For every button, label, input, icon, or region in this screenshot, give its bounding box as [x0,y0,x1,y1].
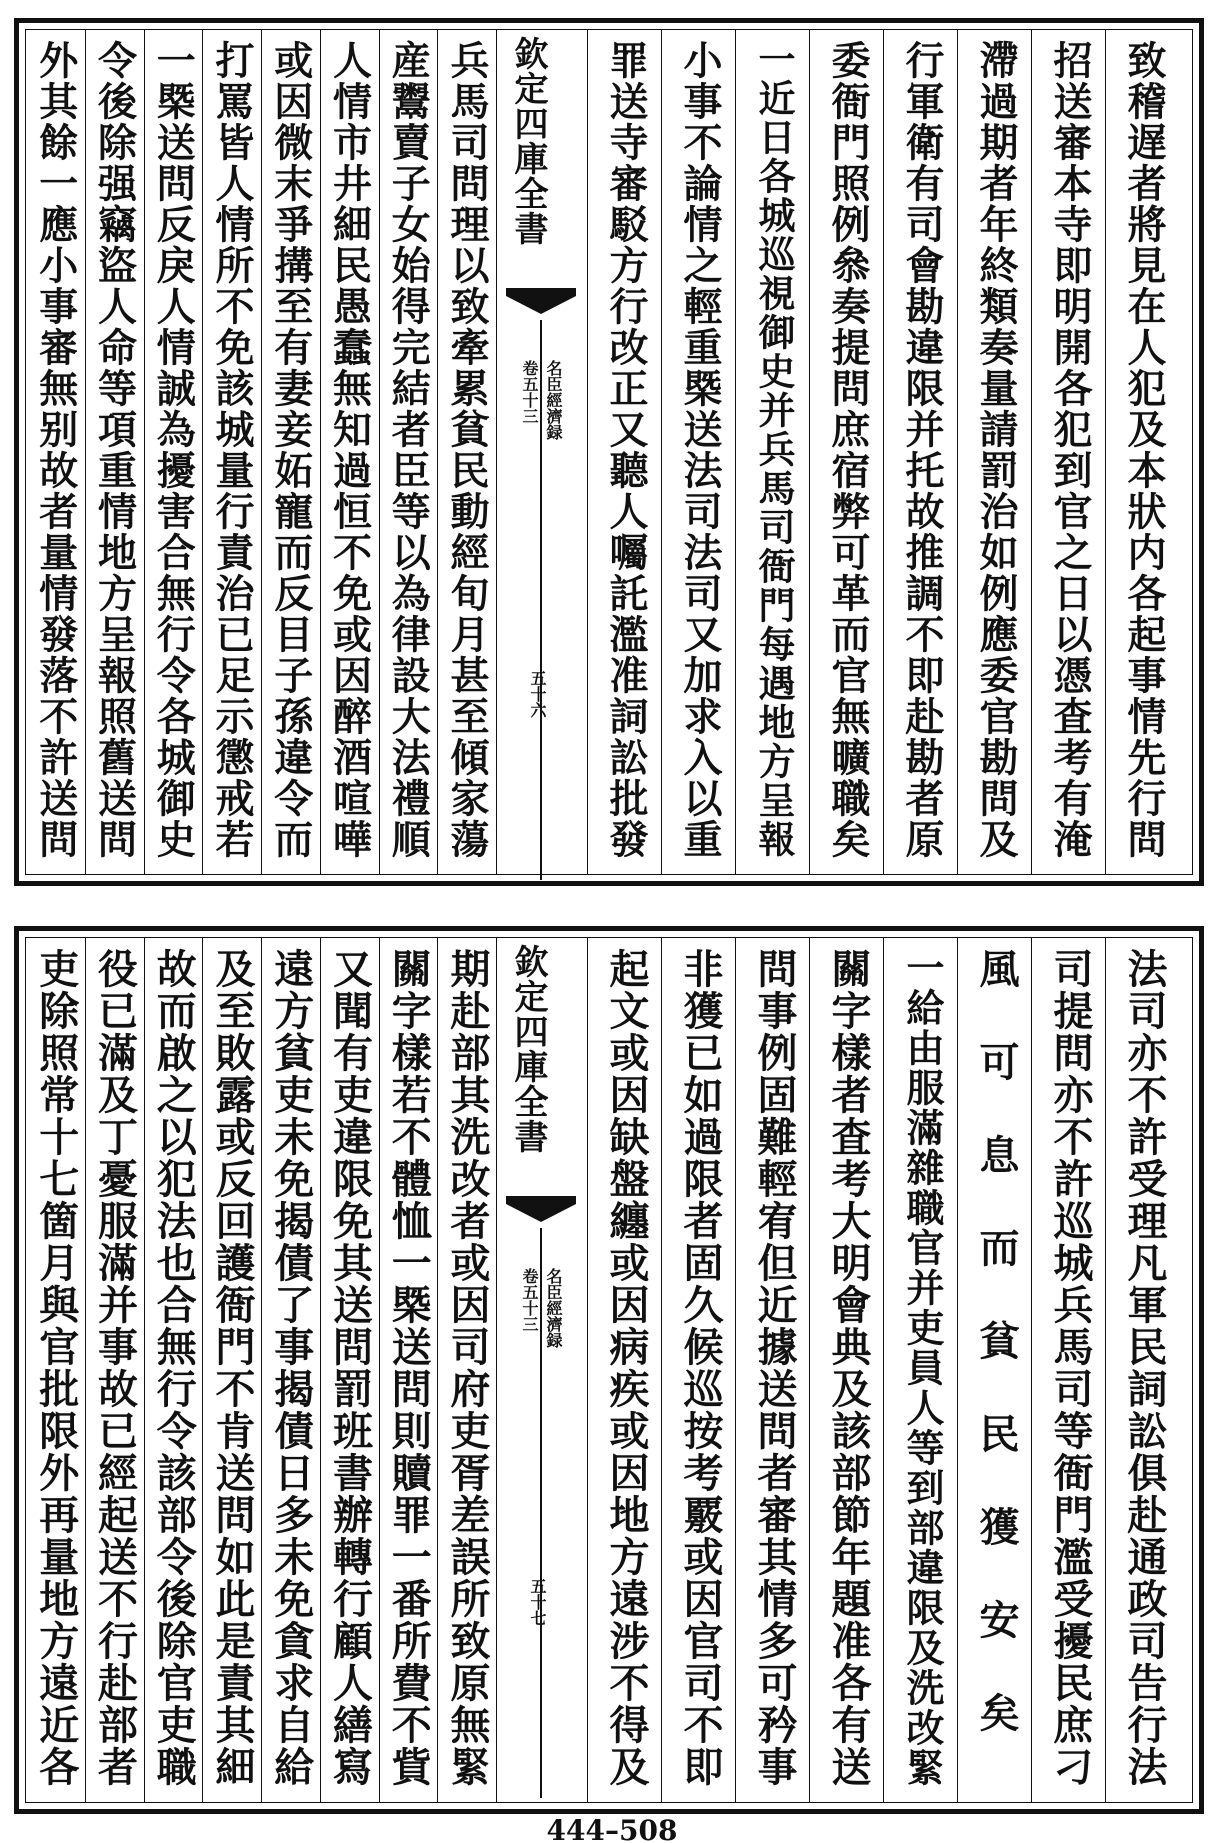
column-rule [379,30,380,874]
column-text: 一給由服滿雜職官并吏員人等到部違限及洗改緊 [900,948,945,1788]
strip-page-number: 五十六 [528,670,547,718]
column-text: 人情市井細民愚蠢無知過恒不免或因醉酒喧嘩 [326,40,373,860]
column-text: 問事例固難輕宥但近據送問者審其情多可矜事 [751,948,798,1788]
center-strip [496,938,586,1802]
column-text: 打罵皆人情所不免該城量行責治已足示懲戒若 [209,40,255,860]
text-column [961,40,1031,864]
column-rule [587,938,588,1802]
column-text: 行軍衛有司會勘違限并托故推調不即赴勘者原 [899,40,945,860]
column-rule [883,30,884,874]
column-text: 關字樣若不體恤一槩送問則贖罪一番所費不貲 [385,948,433,1788]
column-text: 外其餘一應小事審無别故者量情發落不許送問 [32,40,79,860]
column-rule [85,938,86,1802]
column-rule [957,30,958,874]
column-rule [587,30,588,874]
column-text: 期赴部其洗改者或因司府吏胥差誤所致原無緊 [444,948,491,1788]
text-column [887,40,957,864]
column-text: 招送審本寺即明開各犯到官之日以憑査考有淹 [1047,40,1093,860]
column-text: 委衙門照例叅奏提問庶宿弊可革而官無曠職矣 [825,40,871,860]
column-rule [379,938,380,1802]
bottom-page-inner-frame [25,937,1193,1803]
column-rule [496,30,497,874]
column-text: 罪送寺審駁方行改正又聽人囑託濫准詞訟批發 [603,40,649,860]
column-text: 致稽遅者將見在人犯及本狀内各起事情先行問 [1121,40,1167,860]
text-column [591,40,661,864]
column-text: 或因微末爭搆至有妻妾妬寵而反目子孫違令而 [267,40,314,860]
strip-book-title: 名臣經濟録 [544,360,563,440]
column-rule [437,30,438,874]
text-column [437,948,496,1792]
top-page-frame [14,18,1204,886]
column-rule [883,938,884,1802]
text-column [144,948,203,1792]
column-rule [202,938,203,1802]
column-text: 令後除强竊盜人命等項重情地方呈報照舊送問 [91,40,138,860]
column-text: 非獲已如過限者固久候巡按考覈或因官司不即 [677,948,724,1788]
column-rule [1105,30,1106,874]
strip-volume: 卷五十三 [520,360,539,424]
text-column [813,948,883,1792]
column-text: 關字樣者査考大明會典及該部節年題准各有送 [825,948,872,1788]
text-column [665,948,735,1792]
column-text: 一槩送問反戾人情誠為擾害合無行令各城御史 [150,40,197,860]
text-column [961,948,1031,1792]
text-column [1035,948,1105,1792]
text-column [144,40,203,864]
top-page-inner-frame [25,29,1193,875]
strip-book-title: 名臣經濟録 [544,1268,563,1348]
column-text: 役已滿及丁憂服滿并事故已經起送不行赴部者 [91,948,139,1788]
text-column [379,948,438,1792]
column-text: 兵馬司問理以致牽累貧民動經旬月甚至傾家蕩 [444,40,490,860]
text-column [26,40,85,864]
bottom-page-frame [14,926,1204,1814]
column-rule [85,30,86,874]
text-column [739,40,809,864]
column-rule [202,30,203,874]
column-text: 起文或因缺盤纏或因病疾或因地方遠涉不得及 [603,948,650,1788]
strip-page-number: 五十七 [528,1578,547,1626]
text-column [887,948,957,1792]
column-rule [735,938,736,1802]
column-text: 産鬻賣子女始得完結者臣等以為律設大法禮順 [385,40,432,860]
text-column [1109,948,1179,1792]
text-column [437,40,496,864]
column-text: 滯過期者年終類奏量請罰治如例應委官勘問及 [973,40,1019,860]
text-column [202,40,261,864]
text-column [261,40,320,864]
column-rule [320,30,321,874]
fishtail-mark-icon [506,1196,576,1222]
page-number: 444–508 [546,1814,678,1843]
fishtail-mark-icon [506,288,576,314]
text-column [1109,40,1179,864]
column-rule [1031,30,1032,874]
column-rule [144,938,145,1802]
column-rule [496,938,497,1802]
column-text: 小事不論情之輕重槩送法司法司又加求入以重 [677,40,723,860]
column-rule [144,30,145,874]
column-rule [1105,938,1106,1802]
text-column [85,948,144,1792]
center-strip [496,30,586,874]
column-text: 一近日各城巡視御史并兵馬司衙門每遇地方呈報 [752,40,796,859]
text-column [261,948,320,1792]
text-column [591,948,661,1792]
text-column [813,40,883,864]
strip-title: 欽定四庫全書 [508,944,548,1154]
column-rule [809,938,810,1802]
column-rule [809,30,810,874]
column-rule [735,30,736,874]
column-text: 司提問亦不許巡城兵馬司等衙門濫受擾民庶刁 [1047,948,1094,1788]
column-text: 及至敗露或反回護衙門不肯送問如此是責其細 [209,948,256,1788]
column-rule [437,938,438,1802]
column-text: 法司亦不許受理凡軍民詞訟俱赴通政司告行法 [1121,948,1168,1788]
text-column [1035,40,1105,864]
text-column [202,948,261,1792]
text-column [320,40,379,864]
strip-volume: 卷五十三 [520,1268,539,1332]
column-rule [661,938,662,1802]
column-rule [957,938,958,1802]
strip-title: 欽定四庫全書 [508,36,548,246]
column-rule [661,30,662,874]
text-column [320,948,379,1792]
column-rule [261,938,262,1802]
column-text: 故而啟之以犯法也合無行令該部令後除官吏職 [150,948,198,1788]
column-rule [261,30,262,874]
text-column [85,40,144,864]
column-text: 又聞有吏違限免其送問罰班書辦轉行顧人繕寫 [326,948,374,1788]
column-rule [1031,938,1032,1802]
text-column [739,948,809,1792]
column-text: 吏除照常十七箇月與官批限外再量地方遠近各 [32,948,80,1788]
column-text: 風可息而貧民獲安矣 [973,948,1020,1785]
text-column [379,40,438,864]
text-column [26,948,85,1792]
text-column [665,40,735,864]
column-rule [320,938,321,1802]
column-text: 遠方貧吏未免揭債了事揭債日多未免貪求自給 [267,948,315,1788]
